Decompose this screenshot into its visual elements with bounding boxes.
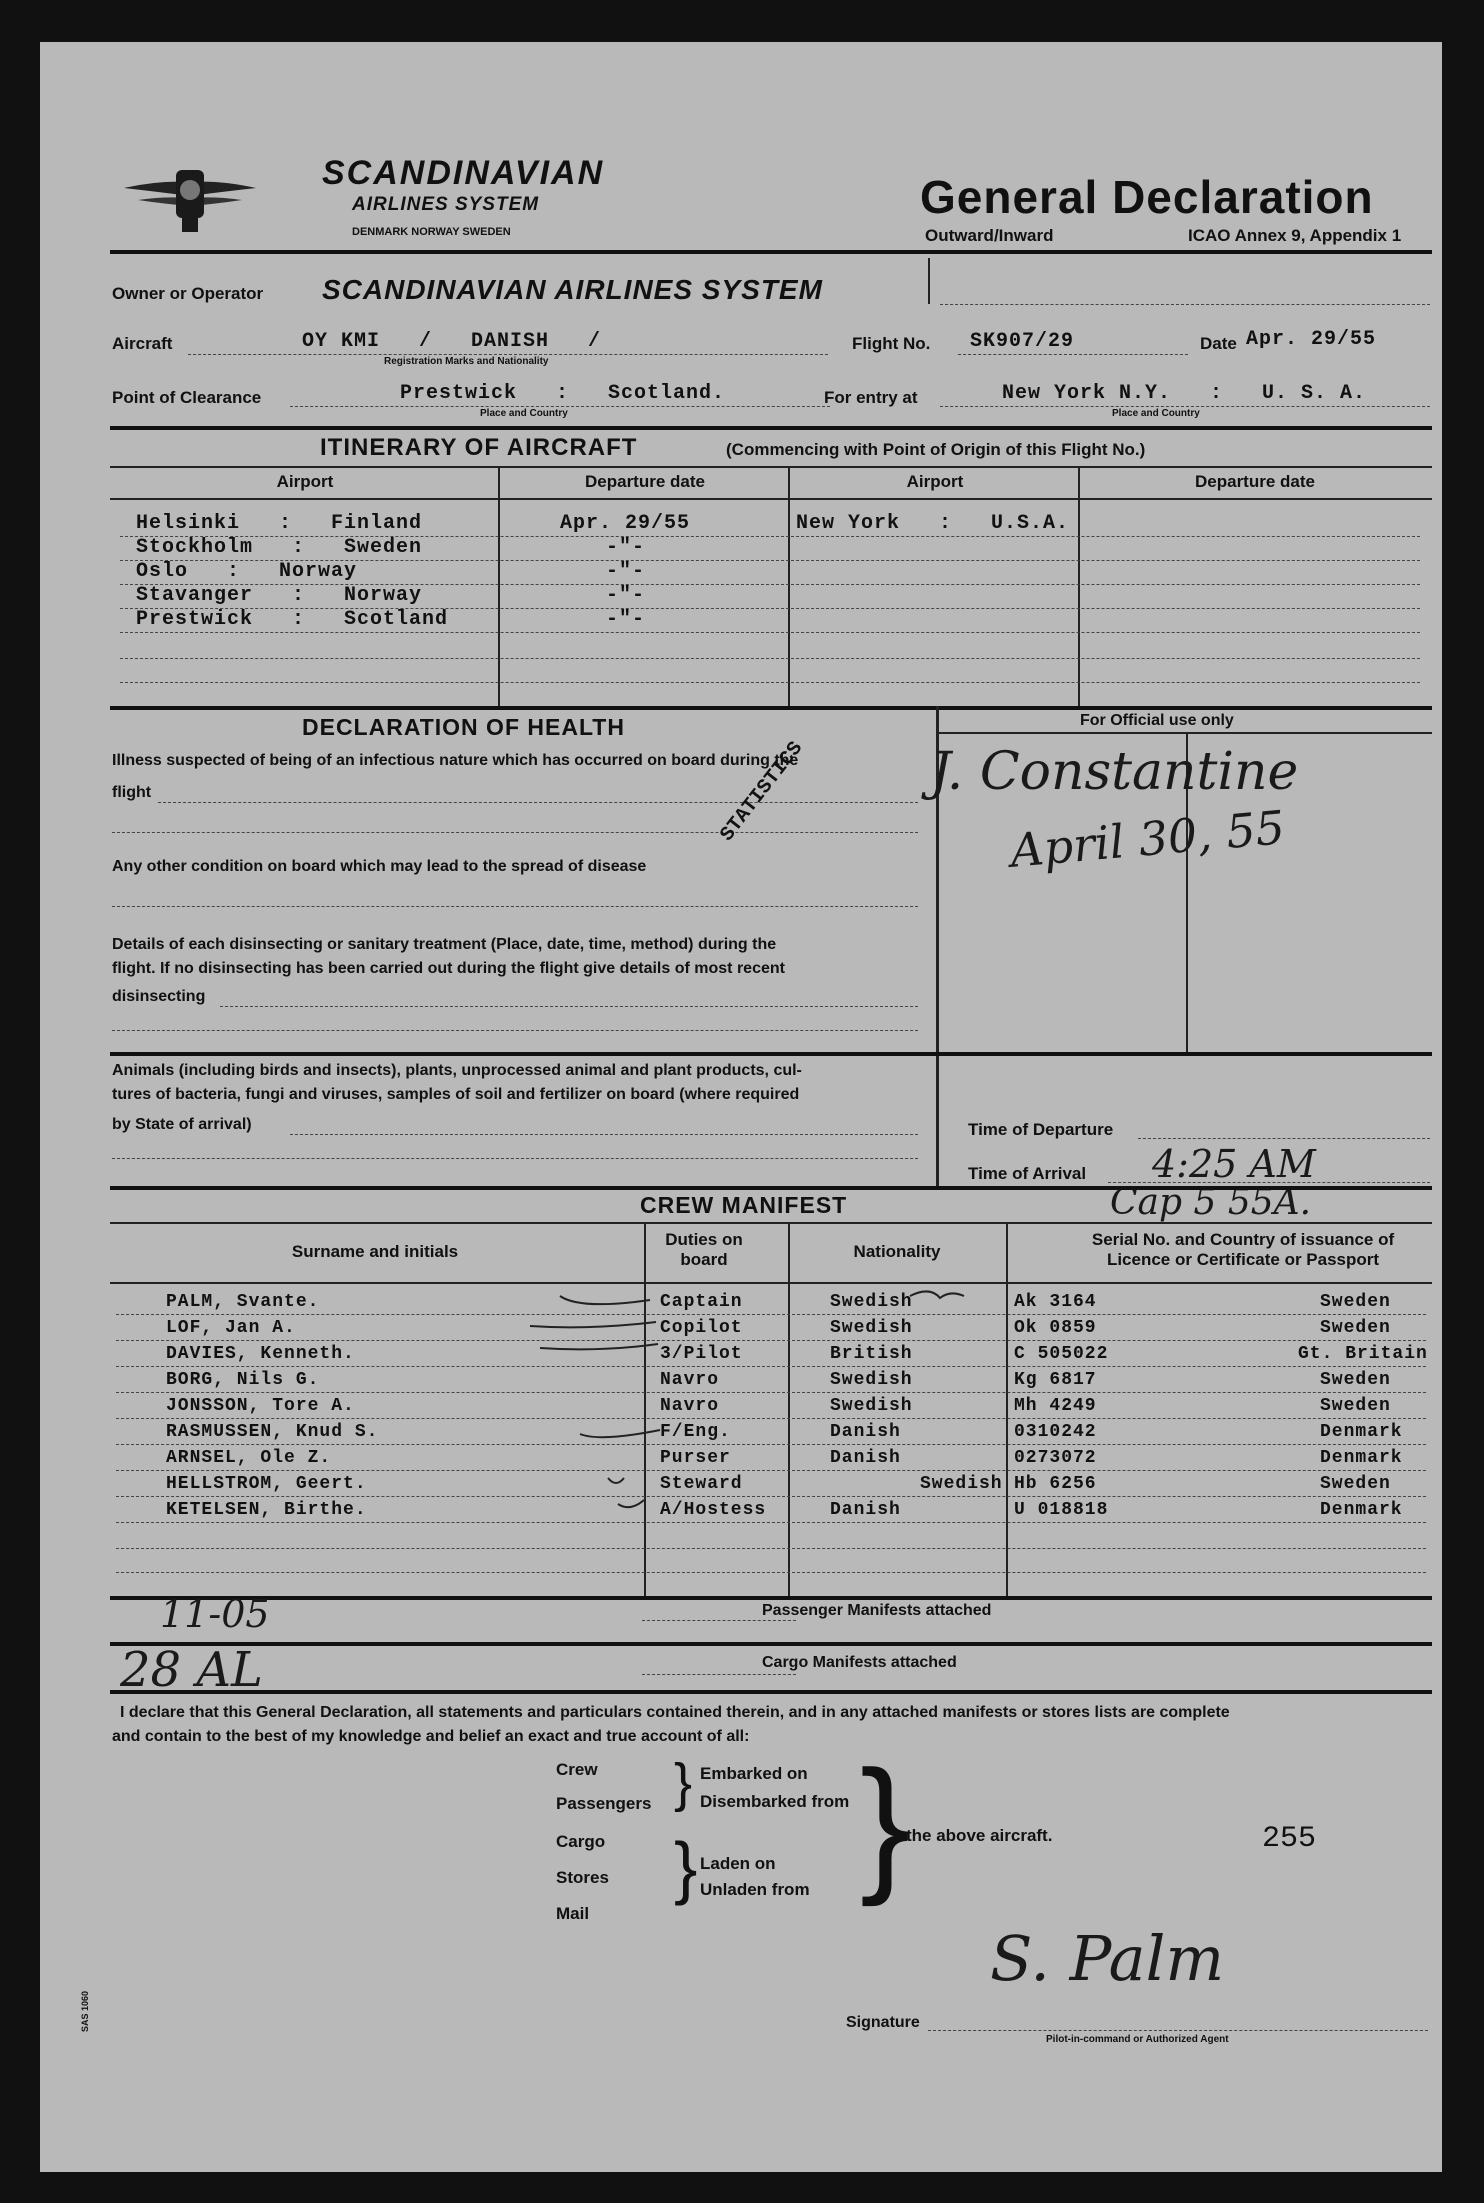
laden-label: Laden on [700,1854,776,1873]
crew-name-8: HELLSTROM, Geert. [166,1474,367,1494]
health-question-1b: flight [112,784,152,801]
crew-checkmarks [520,1282,1000,1522]
itinerary-col-3 [1078,466,1080,706]
health-line-3 [112,906,918,907]
crew-name-3: DAVIES, Kenneth. [166,1344,355,1364]
animals-line-2 [112,1158,918,1159]
official-note: Cap 5 55A. [1110,1182,1312,1223]
entry-line [940,406,1430,407]
crew-serial-9: U 018818 [1014,1500,1109,1520]
header-rule [110,250,1432,254]
airline-subname: AIRLINES SYSTEM [352,194,540,215]
health-question-3c: disinsecting [112,988,206,1005]
health-line-1 [158,802,918,803]
health-title-text: DECLARATION OF HEALTH [302,714,625,740]
aircraft-label: Aircraft [112,334,173,353]
crew-serial-4: Kg 6817 [1014,1370,1097,1390]
sas-winged-logo [120,152,260,242]
crew-country-7: Denmark [1320,1448,1403,1468]
health-line-2 [112,832,918,833]
statistics-stamp: STATISTICS [716,737,809,847]
flight-line [958,354,1188,355]
health-line-4 [220,1006,918,1007]
crew-country-3: Gt. Britain [1298,1344,1428,1364]
itinerary-row-line-6 [120,658,1420,659]
health-question-3b: flight. If no disinsecting has been carried out during the flight give details of most recent [112,960,785,977]
aircraft-line [188,354,828,355]
animals-question-c: by State of arrival) [112,1116,252,1133]
crew-serial-8: Hb 6256 [1014,1474,1097,1494]
crew-header-nationality: Nationality [853,1242,941,1261]
owner-line [940,304,1430,305]
official-signature: J. Constantine [930,742,1299,802]
crew-serial-2: Ok 0859 [1014,1318,1097,1338]
crew-duty-4: Navro [660,1370,720,1390]
cargo-manifest-label: Cargo Manifests attached [762,1654,957,1671]
crew-duty-8: Steward [660,1474,743,1494]
embarked-label: Embarked on [700,1764,808,1783]
animals-question-b: tures of bacteria, fungi and viruses, samples of soil and fertilizer on board (where required [112,1086,800,1103]
arrival-time-label: Time of Arrival [968,1164,1087,1183]
crew-row-line-9 [116,1522,1426,1523]
crew-name-6: RASMUSSEN, Knud S. [166,1422,379,1442]
declaration-item-mail: Mail [556,1904,590,1923]
itinerary-header-date-1: Departure date [585,472,705,491]
captain-signature: S. Palm [990,1922,1225,1995]
crew-header-name: Surname and initials [291,1242,459,1261]
itinerary-date-2: -"- [606,536,646,559]
declaration-text-2: and contain to the best of my knowledge and belief an exact and true account of all: [112,1728,750,1745]
crew-duty-5: Navro [660,1396,720,1416]
clearance-sublabel: Place and Country [480,408,568,419]
health-rule-top [110,706,1432,710]
declaration-number: 255 [1262,1822,1317,1856]
crew-rule-mid [110,1222,1432,1224]
itinerary-header-rule [110,498,1432,500]
above-aircraft-label: the above aircraft. [906,1826,1053,1845]
departure-time-label: Time of Departure [968,1120,1114,1139]
itinerary-date-1: Apr. 29/55 [560,512,691,535]
health-line-5 [112,1030,918,1031]
entry-label: For entry at [824,388,918,407]
declaration-text-1: I declare that this General Declaration, all statements and particulars contained therein, and in any attached manifests or stores lists are complete [120,1704,1230,1721]
crew-title: CREW MANIFEST [640,1192,848,1218]
itinerary-col-1 [498,466,500,706]
crew-country-9: Denmark [1320,1500,1403,1520]
official-use-label: For Official use only [1080,712,1234,729]
clearance-label: Point of Clearance [112,388,262,407]
crew-rule-bottom [110,1596,1432,1600]
crew-nat-4: Swedish [830,1370,913,1390]
crew-name-2: LOF, Jan A. [166,1318,296,1338]
crew-name-4: BORG, Nils G. [166,1370,320,1390]
crew-duty-3: 3/Pilot [660,1344,743,1364]
crew-duty-1: Captain [660,1292,743,1312]
crew-row-line-10 [116,1548,1426,1549]
crew-duty-7: Purser [660,1448,731,1468]
declaration-item-stores: Stores [556,1868,609,1887]
crew-nat-9: Danish [830,1500,901,1520]
itinerary-title: ITINERARY OF AIRCRAFT [320,434,638,461]
aircraft-sublabel: Registration Marks and Nationality [384,356,549,367]
bracket-1: } [674,1753,693,1813]
itinerary-row-line-4 [120,608,1420,609]
passenger-manifest-label: Passenger Manifests attached [762,1602,992,1619]
crew-serial-7: 0273072 [1014,1448,1097,1468]
crew-name-1: PALM, Svante. [166,1292,320,1312]
form-code: SAS 1060 [80,1990,90,2032]
crew-header-duties: Duties on board [665,1230,743,1269]
crew-country-5: Sweden [1320,1396,1391,1416]
itinerary-date-5: -"- [606,608,646,631]
crew-nat-5: Swedish [830,1396,913,1416]
passenger-manifest-note: 11-05 [160,1592,270,1636]
itinerary-row-line-1 [120,536,1420,537]
animals-line-1 [290,1134,918,1135]
owner-value: SCANDINAVIAN AIRLINES SYSTEM [322,274,823,305]
date-label: Date [1200,334,1237,353]
itinerary-rule-top [110,426,1432,430]
itinerary-row-line-3 [120,584,1420,585]
crew-country-2: Sweden [1320,1318,1391,1338]
bracket-2: } [674,1828,698,1906]
itinerary-row-line-7 [120,682,1420,683]
crew-country-4: Sweden [1320,1370,1391,1390]
crew-nat-1: Swedish [830,1292,913,1312]
health-question-3a: Details of each disinsecting or sanitary treatment (Place, date, time, method) during the [112,936,777,953]
signature-line [928,2030,1428,2031]
itinerary-airport-5: Prestwick : Scotland [136,608,449,631]
crew-name-7: ARNSEL, Ole Z. [166,1448,332,1468]
crew-serial-5: Mh 4249 [1014,1396,1097,1416]
itinerary-row-line-2 [120,560,1420,561]
crew-name-9: KETELSEN, Birthe. [166,1500,367,1520]
crew-duty-6: F/Eng. [660,1422,731,1442]
airline-countries: DENMARK NORWAY SWEDEN [352,226,511,238]
document-title: General Declaration [920,171,1374,223]
itinerary-header-airport-2: Airport [906,472,964,491]
crew-nat-7: Danish [830,1448,901,1468]
airline-name: SCANDINAVIAN [322,154,605,192]
declaration-item-crew: Crew [556,1760,598,1779]
owner-divider [928,258,930,304]
itinerary-date-4: -"- [606,584,646,607]
health-question-1: Illness suspected of being of an infectious nature which has occurred on board during the [112,752,799,769]
flight-label: Flight No. [852,334,931,353]
itinerary-airport-2: Stockholm : Sweden [136,536,423,559]
crew-serial-6: 0310242 [1014,1422,1097,1442]
crew-nat-8: Swedish [920,1474,1003,1494]
health-question-2: Any other condition on board which may lead to the spread of disease [112,858,647,875]
clearance-line [290,406,830,407]
date-value: Apr. 29/55 [1246,328,1377,351]
bracket-3: } [860,1739,911,1907]
itinerary-row-line-5 [120,632,1420,633]
signature-sublabel: Pilot-in-command or Authorized Agent [1046,2034,1229,2045]
itinerary-right-airport: New York : U.S.A. [796,512,1070,535]
disembarked-label: Disembarked from [700,1792,850,1811]
itinerary-airport-3: Oslo : Norway [136,560,358,583]
declaration-item-cargo: Cargo [556,1832,606,1851]
entry-value: New York N.Y. : U. S. A. [1002,382,1367,405]
itinerary-rule-mid [110,466,1432,468]
crew-name-5: JONSSON, Tore A. [166,1396,355,1416]
crew-country-8: Sweden [1320,1474,1391,1494]
crew-row-line-11 [116,1572,1426,1573]
declaration-rule [110,1690,1432,1694]
crew-country-6: Denmark [1320,1422,1403,1442]
crew-duty-9: A/Hostess [660,1500,767,1520]
unladen-label: Unladen from [700,1880,810,1899]
departure-time-line [1138,1138,1430,1139]
declaration-item-passengers: Passengers [556,1794,652,1813]
crew-rule-top [110,1186,1432,1190]
arrival-time-value: 4:25 AM [1152,1142,1316,1186]
crew-nat-2: Swedish [830,1318,913,1338]
crew-nat-6: Danish [830,1422,901,1442]
itinerary-header-date-2: Departure date [1195,472,1315,491]
declaration-form [40,42,1442,2172]
itinerary-col-2 [788,466,790,706]
cargo-manifest-note: 28 AL [120,1642,263,1698]
official-rule [938,732,1432,734]
signature-label: Signature [846,2014,920,2031]
cargo-manifest-line [642,1674,796,1675]
entry-sublabel: Place and Country [1112,408,1200,419]
crew-serial-1: Ak 3164 [1014,1292,1097,1312]
crew-nat-3: British [830,1344,913,1364]
flight-number: SK907/29 [970,330,1075,353]
crew-duty-2: Copilot [660,1318,743,1338]
aircraft-value: OY KMI / DANISH / [302,330,602,353]
owner-label: Owner or Operator [112,284,264,303]
document-reference: ICAO Annex 9, Appendix 1 [1188,226,1402,245]
document-subtitle: Outward/Inward [925,226,1054,245]
crew-col-3 [1006,1222,1008,1596]
itinerary-subtitle: (Commencing with Point of Origin of this Flight No.) [726,440,1146,459]
passenger-manifest-line [642,1620,796,1621]
itinerary-header-airport-1: Airport [276,472,334,491]
animals-rule [110,1052,1432,1056]
clearance-value: Prestwick : Scotland. [400,382,726,405]
crew-header-serial: Serial No. and Country of issuance of Licence or Certificate or Passport [1091,1230,1395,1269]
crew-serial-3: C 505022 [1014,1344,1109,1364]
cargo-rule [110,1642,1432,1646]
itinerary-airport-4: Stavanger : Norway [136,584,423,607]
itinerary-date-3: -"- [606,560,646,583]
crew-country-1: Sweden [1320,1292,1391,1312]
official-date: April 30, 55 [1008,800,1287,878]
itinerary-airport-1: Helsinki : Finland [136,512,423,535]
animals-question-a: Animals (including birds and insects), plants, unprocessed animal and plant products, cul- [112,1062,802,1079]
